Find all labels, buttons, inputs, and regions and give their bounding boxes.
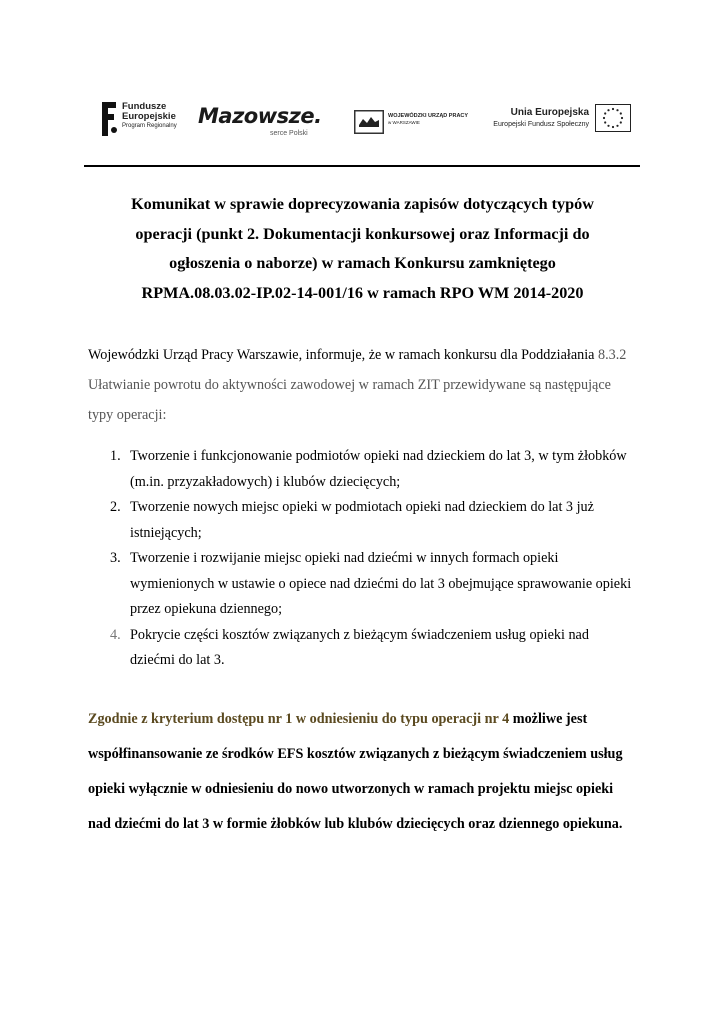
list-item: [100, 495, 640, 546]
title-line: Komunikat w sprawie doprecyzowania zapisów dotyczących typów: [131, 195, 594, 213]
header-rule: [84, 165, 640, 167]
criterion-text-emphasis: możliwe jest: [512, 711, 588, 727]
mazowsze-logo: [198, 104, 328, 142]
operation-types-list: [100, 444, 640, 674]
intro-line: [88, 340, 638, 370]
subaction-number: 8.3.2: [598, 347, 627, 363]
intro-line: typy operacji:: [88, 407, 167, 423]
list-item-number: 2.: [110, 499, 121, 515]
list-item: [100, 444, 640, 495]
criterion-line: nad dziećmi do lat 3 w formie żłobków lub klubów dziecięcych oraz dziennego opiekuna.: [88, 816, 623, 832]
list-item-line: Pokrycie części kosztów związanych z bieżącym świadczeniem usług opieki nad: [130, 626, 589, 643]
criterion-text: Zgodnie z kryterium dostępu nr 1 w odniesieniu do typu operacji nr 4: [88, 711, 513, 727]
title-line: RPMA.08.03.02-IP.02-14-001/16 w ramach RPO WM 2014-2020: [141, 283, 584, 302]
fundusze-line2: Europejskie: [122, 111, 176, 122]
title-line: operacji (punkt 2. Dokumentacji konkursowej oraz Informacji do: [135, 224, 590, 243]
list-item-number: 3.: [110, 550, 121, 566]
list-item: [100, 546, 640, 623]
eu-logo: [486, 104, 631, 140]
fundusze-europejskie-icon: [100, 102, 118, 136]
wup-sub: w WARSZAWIE: [388, 120, 420, 125]
eu-flag-icon: [595, 104, 631, 132]
list-item: [100, 623, 640, 674]
fundusze-line3: Program Regionalny: [122, 123, 177, 129]
list-item-number: 1.: [110, 448, 121, 464]
intro-line: Ułatwianie powrotu do aktywności zawodowej w ramach ZIT przewidywane są następujące: [88, 377, 611, 393]
intro-paragraph: [88, 340, 638, 430]
fundusze-line1: Fundusze: [122, 101, 167, 112]
mazowsze-name: Mazowsze.: [198, 104, 322, 128]
list-item-line: Tworzenie i rozwijanie miejsc opieki nad dziećmi w innych formach opieki: [130, 550, 559, 566]
list-item-line: (m.in. przyzakładowych) i klubów dziecięcych;: [130, 473, 401, 490]
eu-name: Unia Europejska: [510, 107, 589, 118]
list-item-line: Tworzenie i funkcjonowanie podmiotów opieki nad dzieckiem do lat 3, w tym żłobków: [130, 448, 627, 464]
logo-bar: [100, 98, 630, 144]
wup-emblem-icon: [354, 110, 384, 134]
eu-fund-name: Europejski Fundusz Społeczny: [493, 121, 589, 128]
list-item-number: 4.: [110, 626, 121, 643]
title-line: ogłoszenia o naborze) w ramach Konkursu zamkniętego: [169, 254, 556, 272]
list-item-line: przez opiekuna dziennego;: [130, 601, 283, 617]
mazowsze-tagline: serce Polski: [270, 130, 308, 137]
intro-text: Wojewódzki Urząd Pracy Warszawie, informuje, że w ramach konkursu dla Poddziałania: [88, 347, 598, 363]
document-title: [100, 190, 625, 308]
wup-name: WOJEWÓDZKI URZĄD PRACY: [388, 113, 469, 119]
list-item-line: istniejących;: [130, 524, 202, 541]
fundusze-europejskie-logo: [100, 100, 180, 140]
criterion-line: [88, 702, 638, 737]
list-item-line: Tworzenie nowych miejsc opieki w podmiotach opieki nad dzieckiem do lat 3 już: [130, 499, 594, 515]
list-item-line: wymienionych w ustawie o opiece nad dziećmi do lat 3 obejmujące sprawowanie opieki: [130, 575, 632, 592]
criterion-line: opieki wyłącznie w odniesieniu do nowo utworzonych w ramach projektu miejsc opieki: [88, 781, 614, 797]
list-item-line: dziećmi do lat 3.: [130, 652, 225, 668]
wup-logo: [354, 110, 469, 136]
access-criterion-paragraph: [88, 702, 638, 842]
criterion-line: współfinansowanie ze środków EFS kosztów związanych z bieżącym świadczeniem usług: [88, 746, 623, 762]
